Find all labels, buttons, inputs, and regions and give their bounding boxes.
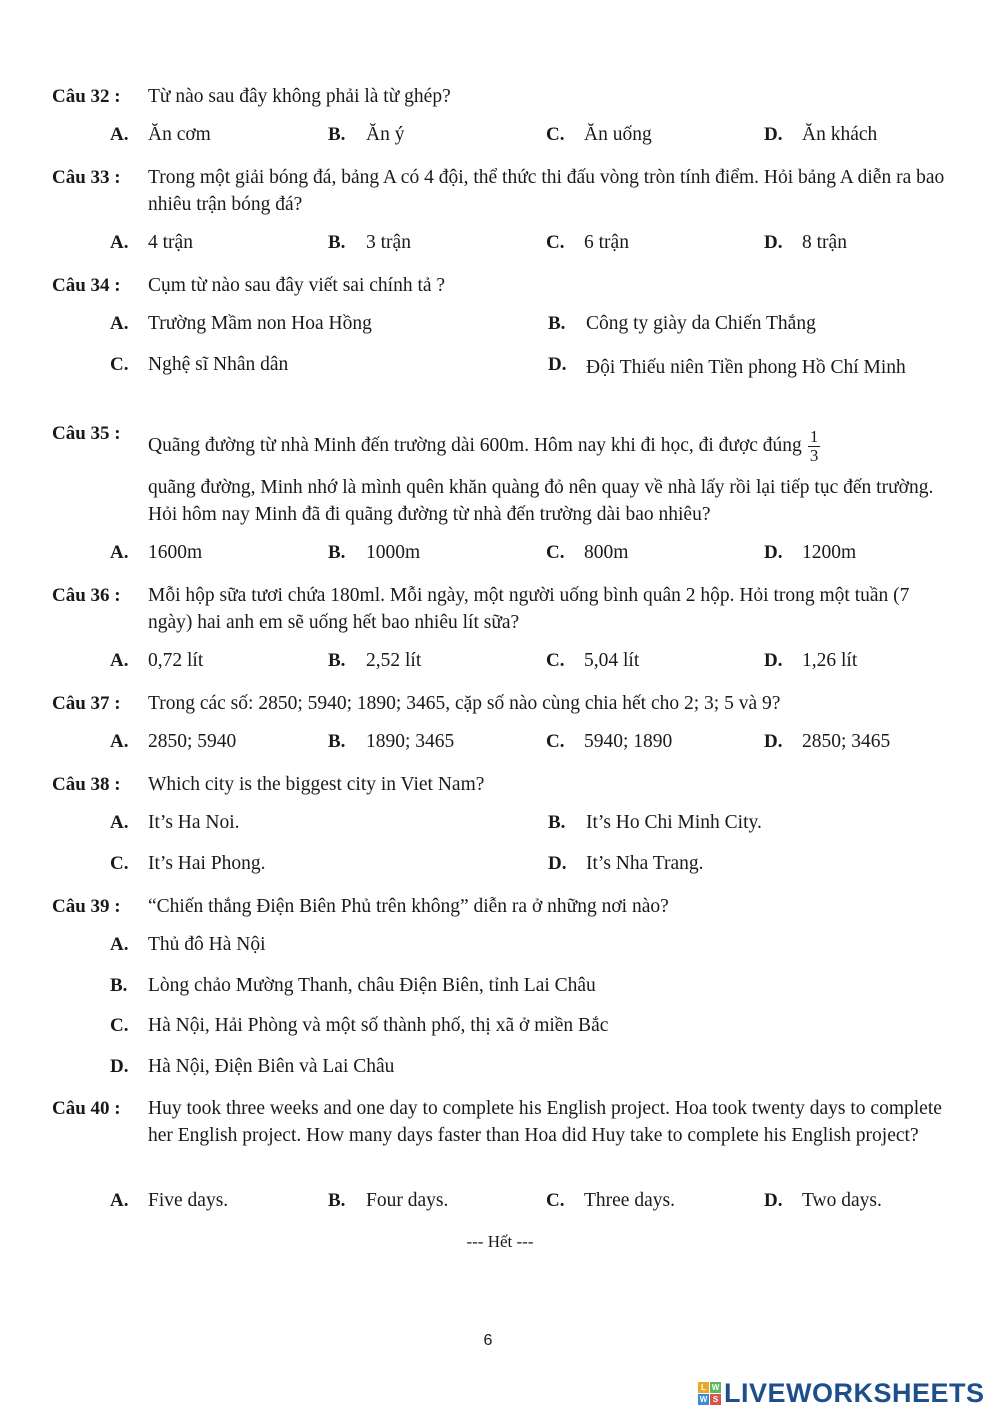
option-c[interactable]: C. Ăn uống <box>546 124 652 145</box>
question-text: “Chiến thắng Điện Biên Phủ trên không” diễn ra ở những nơi nào? <box>148 896 669 917</box>
option-a[interactable]: A. 0,72 lít <box>110 650 204 671</box>
page-number: 6 <box>483 1332 493 1349</box>
question-label: Câu 40 : <box>52 1098 121 1119</box>
option-d[interactable]: D. Ăn khách <box>764 124 878 145</box>
option-b[interactable]: B. 3 trận <box>328 232 411 253</box>
option-d[interactable]: D. Hà Nội, Điện Biên và Lai Châu <box>110 1056 395 1077</box>
option-a[interactable]: A. Five days. <box>110 1190 229 1211</box>
question-label: Câu 32 : <box>52 86 121 107</box>
question-text: Từ nào sau đây không phải là từ ghép? <box>148 86 451 107</box>
logo-tile: L <box>698 1382 709 1393</box>
option-d[interactable]: D. Đội Thiếu niên Tiền phong Hồ Chí Minh <box>548 354 906 378</box>
option-a[interactable]: A. Trường Mầm non Hoa Hồng <box>110 313 372 334</box>
option-a[interactable]: A. 1600m <box>110 542 203 563</box>
option-b[interactable]: B. Four days. <box>328 1190 449 1211</box>
question-label: Câu 37 : <box>52 693 121 714</box>
option-b[interactable]: B. Ăn ý <box>328 124 405 145</box>
option-c[interactable]: C. 5940; 1890 <box>546 731 673 752</box>
question-label: Câu 35 : <box>52 423 121 444</box>
option-d[interactable]: D. 2850; 3465 <box>764 731 891 752</box>
option-a[interactable]: A. It’s Ha Noi. <box>110 812 240 833</box>
option-d[interactable]: D. 1,26 lít <box>764 650 858 671</box>
option-b[interactable]: B. It’s Ho Chi Minh City. <box>548 812 762 833</box>
question-text-continued: quãng đường, Minh nhớ là mình quên khăn quàng đỏ nên quay về nhà lấy rồi lại tiếp tục đến trường. Hỏi hôm nay Minh đã đi quãng đường từ nhà đến trường dài bao nhiêu? <box>148 477 934 525</box>
question-text: Huy took three weeks and one day to complete his English project. Hoa took twenty days to complete her English project. How many days faster than Hoa did Huy take to complete his English project? <box>148 1098 942 1146</box>
question-label: Câu 36 : <box>52 585 121 606</box>
option-c[interactable]: C. It’s Hai Phong. <box>110 853 266 874</box>
question-label: Câu 33 : <box>52 167 121 188</box>
option-c[interactable]: C. 5,04 lít <box>546 650 640 671</box>
question-text: Mỗi hộp sữa tươi chứa 180ml. Mỗi ngày, một người uống bình quân 2 hộp. Hỏi trong một tuần (7 ngày) hai anh em sẽ uống hết bao nhiêu lít sữa? <box>148 585 910 633</box>
liveworksheets-logo-icon <box>698 1382 721 1405</box>
option-c[interactable]: C. 800m <box>546 542 629 563</box>
option-d[interactable]: D. 8 trận <box>764 232 847 253</box>
logo-tile: W <box>699 1395 708 1404</box>
logo-tile: S <box>710 1394 721 1405</box>
option-b[interactable]: B. 1890; 3465 <box>328 731 455 752</box>
option-a[interactable]: A. 2850; 5940 <box>110 731 237 752</box>
fraction: $\frac{1}{3}$ <box>809 427 819 466</box>
option-d[interactable]: D. It’s Nha Trang. <box>548 853 704 874</box>
question-text-line1: Quãng đường từ nhà Minh đến trường dài 600m. Hôm nay khi đi học, đi được đúng $\frac{1}{3}$ <box>148 427 819 466</box>
question-label: Câu 38 : <box>52 774 121 795</box>
question-text: Trong một giải bóng đá, bảng A có 4 đội, thể thức thi đấu vòng tròn tính điểm. Hỏi bảng A diễn ra bao nhiêu trận bóng đá? <box>148 167 945 215</box>
question-text: Cụm từ nào sau đây viết sai chính tả ? <box>148 275 446 296</box>
option-b[interactable]: B. Công ty giày da Chiến Thắng <box>548 313 816 334</box>
end-marker: --- Hết --- <box>466 1232 534 1251</box>
question-label: Câu 39 : <box>52 896 121 917</box>
option-b[interactable]: B. Lòng chảo Mường Thanh, châu Điện Biên, tỉnh Lai Châu <box>110 975 596 996</box>
logo-wordmark: LIVEWORKSHEETS <box>724 1378 985 1408</box>
option-b[interactable]: B. 2,52 lít <box>328 650 422 671</box>
option-a[interactable]: A. Ăn cơm <box>110 124 211 145</box>
question-text: Trong các số: 2850; 5940; 1890; 3465, cặp số nào cùng chia hết cho 2; 3; 5 và 9? <box>148 693 781 714</box>
question-text: Which city is the biggest city in Viet Nam? <box>148 774 485 795</box>
option-c[interactable]: C. Three days. <box>546 1190 675 1211</box>
option-a[interactable]: A. 4 trận <box>110 232 193 253</box>
option-c[interactable]: C. Nghệ sĩ Nhân dân <box>110 354 289 375</box>
option-b[interactable]: B. 1000m <box>328 542 421 563</box>
option-c[interactable]: C. 6 trận <box>546 232 629 253</box>
option-a[interactable]: A. Thủ đô Hà Nội <box>110 934 266 955</box>
option-d[interactable]: D. 1200m <box>764 542 857 563</box>
option-d[interactable]: D. Two days. <box>764 1190 882 1211</box>
option-c[interactable]: C. Hà Nội, Hải Phòng và một số thành phố, thị xã ở miền Bắc <box>110 1015 609 1036</box>
question-label: Câu 34 : <box>52 275 121 296</box>
liveworksheets-logo[interactable] <box>698 1378 985 1409</box>
logo-tile: W <box>711 1383 720 1392</box>
